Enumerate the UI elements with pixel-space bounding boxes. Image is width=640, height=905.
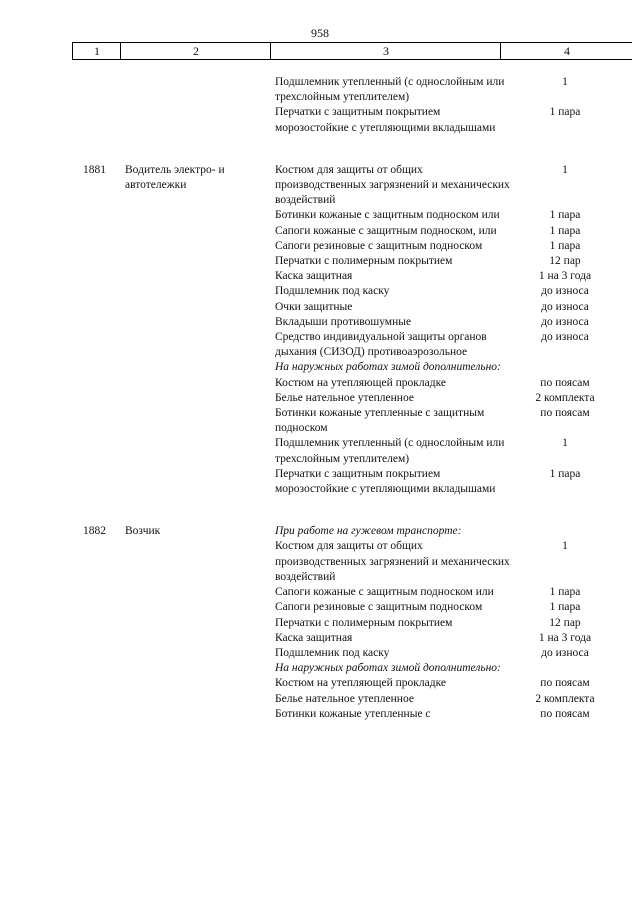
list-item — [275, 163, 635, 209]
header-col-1: 1 — [72, 43, 121, 59]
list-item — [275, 75, 635, 105]
list-item — [275, 600, 635, 615]
row-number: 1882 — [83, 525, 106, 538]
item-note — [275, 524, 635, 539]
list-item — [275, 208, 635, 223]
item-list — [275, 524, 635, 722]
item-name: Белье нательное утепленное — [275, 692, 414, 705]
item-note — [275, 360, 635, 375]
item-quantity — [515, 661, 615, 676]
item-name: Ботинки кожаные утепленные с — [275, 707, 431, 720]
item-quantity: по поясам — [540, 707, 590, 720]
item-name: Подшлемник под каску — [275, 285, 390, 298]
item-quantity: до износа — [541, 315, 589, 328]
item-name: Сапоги резиновые с защитным подноском — [275, 239, 483, 252]
profession-name: Возчик — [125, 525, 161, 538]
list-item — [275, 646, 635, 661]
list-item — [275, 616, 635, 631]
item-quantity: по поясам — [540, 407, 590, 420]
list-item — [275, 436, 635, 466]
item-name: На наружных работах зимой дополнительно: — [275, 662, 501, 675]
item-quantity: 1 пара — [549, 224, 581, 237]
row-gap — [0, 136, 640, 163]
item-name: Сапоги кожаные с защитным подноском, или — [275, 224, 497, 237]
item-note — [275, 661, 635, 676]
item-name: Костюм на утепляющей прокладке — [275, 376, 446, 389]
item-name: На наружных работах зимой дополнительно: — [275, 361, 501, 374]
item-name: При работе на гужевом транспорте: — [275, 525, 462, 538]
item-name: Средство индивидуальной защиты органов дыхания (СИЗОД) противоаэрозольное — [275, 331, 487, 359]
item-quantity: 1 на 3 года — [538, 270, 592, 283]
page-number: 958 — [311, 26, 329, 40]
list-item — [275, 105, 635, 135]
item-quantity: 1 пара — [549, 209, 581, 222]
list-item — [275, 239, 635, 254]
list-item — [275, 391, 635, 406]
item-quantity: 12 пар — [549, 616, 581, 629]
item-name: Очки защитные — [275, 300, 353, 313]
list-item — [275, 631, 635, 646]
item-name: Ботинки кожаные утепленные с защитным подноском — [275, 407, 485, 435]
header-col-2: 2 — [120, 43, 271, 59]
item-name: Сапоги резиновые с защитным подноском — [275, 601, 483, 614]
profession-name: Водитель электро- и автотележки — [125, 163, 225, 192]
header-col-3: 3 — [270, 43, 501, 59]
item-name: Каска защитная — [275, 631, 353, 644]
item-list — [275, 163, 635, 497]
list-item — [275, 315, 635, 330]
item-quantity: до износа — [541, 285, 589, 298]
item-name: Каска защитная — [275, 270, 353, 283]
item-name: Костюм для защиты от общих производственных загрязнений и механических воздействий — [275, 163, 510, 207]
item-quantity: 1 пара — [549, 239, 581, 252]
item-name: Белье нательное утепленное — [275, 391, 414, 404]
table-row — [0, 163, 640, 497]
table-row — [0, 75, 640, 136]
item-quantity: 2 комплекта — [535, 692, 595, 705]
item-quantity: 1 пара — [549, 586, 581, 599]
item-name: Ботинки кожаные с защитным подноском или — [275, 209, 500, 222]
item-name: Перчатки с полимерным покрытием — [275, 616, 453, 629]
item-quantity: 1 — [562, 540, 568, 553]
list-item — [275, 376, 635, 391]
item-name: Костюм для защиты от общих производственных загрязнений и механических воздействий — [275, 540, 510, 583]
list-item — [275, 254, 635, 269]
list-item — [275, 330, 635, 360]
item-quantity: 1 — [562, 437, 568, 450]
item-list — [275, 75, 635, 136]
item-name: Подшлемник утепленный (с однослойным или трехслойным утеплителем) — [275, 437, 505, 465]
item-name: Подшлемник под каску — [275, 646, 390, 659]
item-quantity: 1 пара — [549, 106, 581, 119]
item-quantity: 1 на 3 года — [538, 631, 592, 644]
item-name: Подшлемник утепленный (с однослойным или трехслойным утеплителем) — [275, 76, 505, 104]
list-item — [275, 269, 635, 284]
item-quantity: 2 комплекта — [535, 391, 595, 404]
item-name: Вкладыши противошумные — [275, 315, 412, 328]
list-item — [275, 284, 635, 299]
header-bottom-rule — [72, 59, 632, 60]
item-name: Перчатки с защитным покрытием морозостойкие с утепляющими вкладышами — [275, 106, 496, 134]
item-quantity: 12 пар — [549, 255, 581, 268]
item-name: Перчатки с полимерным покрытием — [275, 255, 453, 268]
table-row — [0, 524, 640, 722]
item-quantity: до износа — [541, 300, 589, 313]
list-item — [275, 585, 635, 600]
list-item — [275, 467, 635, 497]
item-name: Костюм на утепляющей прокладке — [275, 677, 446, 690]
list-item — [275, 300, 635, 315]
list-item — [275, 539, 635, 585]
list-item — [275, 406, 635, 436]
row-gap — [0, 497, 640, 524]
item-name: Перчатки с защитным покрытием морозостойкие с утепляющими вкладышами — [275, 467, 496, 496]
item-quantity: 1 пара — [549, 601, 581, 614]
item-quantity: по поясам — [540, 677, 590, 690]
item-quantity: по поясам — [540, 376, 590, 389]
list-item — [275, 224, 635, 239]
list-item — [275, 707, 635, 722]
item-quantity — [515, 360, 615, 375]
row-number: 1881 — [83, 163, 106, 176]
item-quantity: 1 — [562, 163, 568, 176]
item-quantity: 1 — [562, 76, 568, 88]
item-name: Сапоги кожаные с защитным подноском или — [275, 586, 494, 599]
item-quantity — [515, 524, 615, 539]
header-col-4: 4 — [500, 43, 633, 59]
list-item — [275, 676, 635, 691]
table-body — [0, 75, 640, 722]
list-item — [275, 692, 635, 707]
item-quantity: до износа — [541, 646, 589, 659]
item-quantity: 1 пара — [549, 467, 581, 480]
item-quantity: до износа — [541, 331, 589, 344]
